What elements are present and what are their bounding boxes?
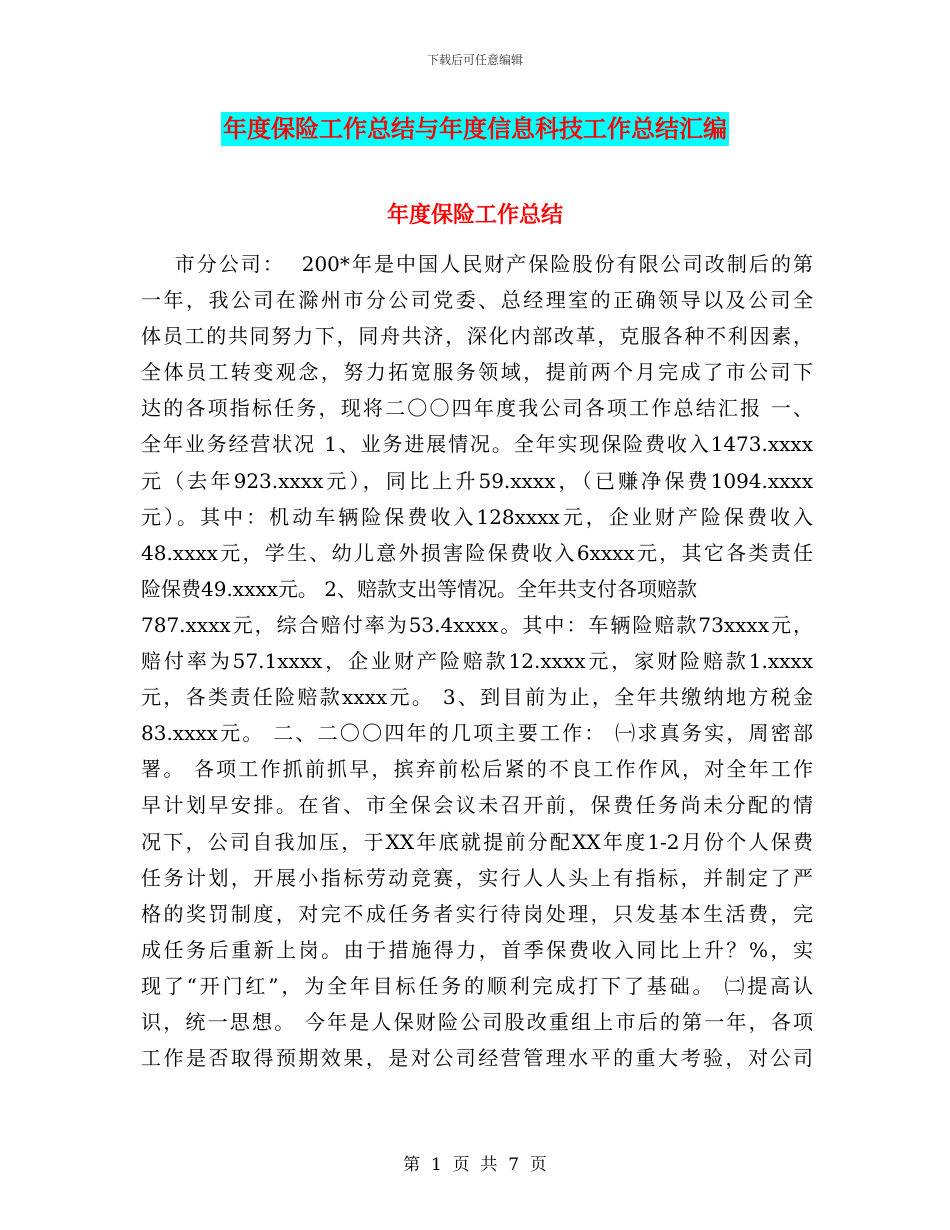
body-line: 全体员工转变观念，努力拓宽服务领域，提前两个月完成了市公司下 bbox=[141, 360, 813, 385]
page-header-note: 下载后可任意编辑 bbox=[426, 53, 523, 67]
body-line: 识，统一思想。 今年是人保财险公司股改重组上市后的第一年，各项 bbox=[141, 1009, 813, 1034]
body-line: 48.xxxx元，学生、幼儿意外损害险保费收入6xxxx元，其它各类责任 bbox=[141, 540, 813, 565]
body-line: 工作是否取得预期效果，是对公司经营管理水平的重大考验，对公司 bbox=[141, 1046, 813, 1071]
body-line: 元（去年923.xxxx元），同比上升59.xxxx，（已赚净保费1094.xxxx bbox=[141, 468, 813, 493]
body-line: 成任务后重新上岗。由于措施得力，首季保费收入同比上升？%，实 bbox=[141, 937, 813, 962]
body-line: 市分公司： 200*年是中国人民财产保险股份有限公司改制后的第 bbox=[141, 252, 813, 276]
document-main-title: 年度保险工作总结与年度信息科技工作总结汇编 bbox=[221, 112, 729, 146]
body-line: 达的各项指标任务，现将二〇〇四年度我公司各项工作总结汇报 一、 bbox=[141, 396, 813, 421]
body-line: 787.xxxx元，综合赔付率为53.4xxxx。其中：车辆险赔款73xxxx元， bbox=[141, 612, 813, 637]
body-line: 署。 各项工作抓前抓早，摈弃前松后紧的不良工作作风，对全年工作 bbox=[141, 757, 813, 782]
page-number-footer: 第 1 页 共 7 页 bbox=[403, 1155, 547, 1175]
body-line: 任务计划，开展小指标劳动竞赛，实行人人头上有指标，并制定了严 bbox=[141, 865, 813, 890]
body-line: 况下，公司自我加压，于XX年底就提前分配XX年度1-2月份个人保费 bbox=[141, 829, 813, 854]
body-line: 83.xxxx元。 二、二〇〇四年的几项主要工作： ㈠求真务实，周密部 bbox=[141, 721, 813, 746]
body-line: 格的奖罚制度，对完不成任务者实行待岗处理，只发基本生活费，完 bbox=[141, 901, 813, 926]
body-line: 早计划早安排。在省、市全保会议未召开前，保费任务尚未分配的情 bbox=[141, 793, 813, 818]
body-line: 现了“开门红”，为全年目标任务的顺利完成打下了基础。 ㈡提高认 bbox=[141, 973, 813, 998]
body-line: 体员工的共同努力下，同舟共济，深化内部改革，克服各种不利因素， bbox=[141, 324, 813, 349]
body-line: 元）。其中：机动车辆险保费收入128xxxx元，企业财产险保费收入 bbox=[141, 504, 813, 529]
body-line: 一年，我公司在滁州市分公司党委、总经理室的正确领导以及公司全 bbox=[141, 288, 813, 313]
document-body bbox=[141, 246, 813, 1076]
body-line: 险保费49.xxxx元。 2、赔款支出等情况。全年共支付各项赔款 bbox=[141, 576, 698, 601]
body-line: 元，各类责任险赔款xxxx元。 3、到目前为止，全年共缴纳地方税金 bbox=[141, 685, 813, 710]
main-title-container bbox=[0, 112, 950, 146]
body-line: 赔付率为57.1xxxx，企业财产险赔款12.xxxx元，家财险赔款1.xxxx bbox=[141, 649, 813, 674]
section-title: 年度保险工作总结 bbox=[386, 203, 563, 228]
body-line: 全年业务经营状况 1、业务进展情况。全年实现保险费收入1473.xxxx bbox=[141, 432, 813, 457]
